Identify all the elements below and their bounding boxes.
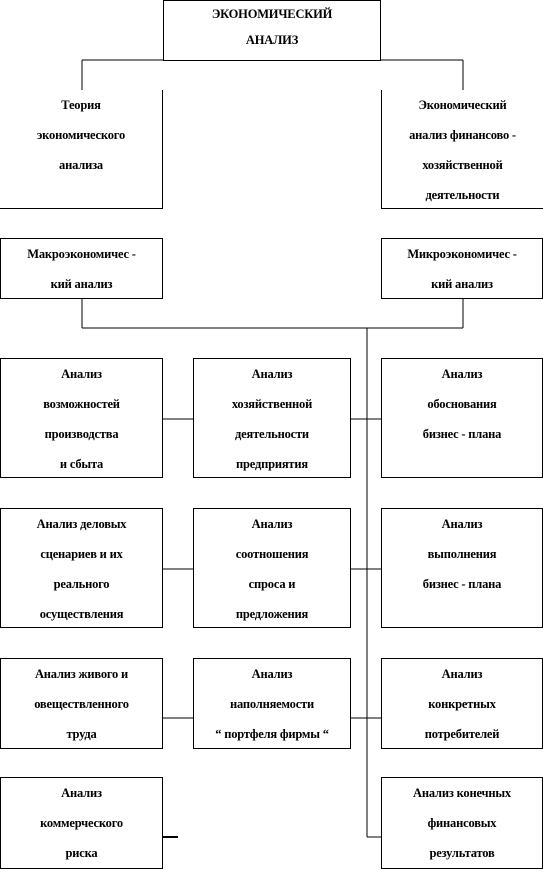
row1-left-line-1: Анализ	[61, 367, 102, 381]
row1-left-line-2: возможностей	[43, 397, 120, 411]
title-line-1: ЭКОНОМИЧЕСКИЙ	[211, 7, 333, 21]
row1-left-line-4: и сбыта	[59, 457, 104, 471]
theory-line-2: экономического	[36, 128, 126, 142]
macro-line-2: кий анализ	[50, 277, 113, 291]
row3-center-line-1: Анализ	[251, 667, 293, 681]
row2-right-line-3: бизнес - плана	[422, 577, 502, 591]
row4-right-line-2: финансовых	[427, 816, 497, 830]
commercial-risk-box	[0, 777, 163, 869]
row3-right-line-1: Анализ	[441, 667, 483, 681]
theory-box	[0, 90, 163, 209]
business-scenarios-box	[0, 508, 163, 628]
row4-left-line-2: коммерческого	[40, 816, 123, 830]
production-sales-box	[0, 358, 163, 478]
row3-center-line-2: наполняемости	[230, 697, 314, 711]
row1-right-line-3: бизнес - плана	[422, 427, 502, 441]
row2-center-line-2: соотношения	[235, 547, 309, 561]
row1-left-line-3: производства	[44, 427, 119, 441]
micro-line-1: Микроэкономичес -	[407, 247, 517, 261]
financial-line-4: деятельности	[425, 188, 500, 202]
row2-center-line-3: спроса и	[248, 577, 296, 591]
row2-center-line-1: Анализ	[251, 517, 293, 531]
row3-center-line-3: “ портфеля фирмы “	[215, 727, 329, 741]
supply-demand-box	[193, 508, 351, 628]
row2-left-line-4: осуществления	[39, 607, 124, 621]
row3-right-line-3: потребителей	[424, 727, 500, 741]
row4-left-line-1: Анализ	[61, 786, 102, 800]
micro-analysis-box	[381, 238, 543, 299]
row2-center-line-4: предложения	[235, 607, 309, 621]
row2-left-line-3: реального	[53, 577, 110, 591]
row2-right-line-2: выполнения	[427, 547, 497, 561]
financial-analysis-box	[381, 90, 543, 209]
row1-right-line-1: Анализ	[441, 367, 483, 381]
row2-right-line-1: Анализ	[441, 517, 483, 531]
row3-left-line-3: труда	[66, 727, 97, 741]
enterprise-activity-box	[193, 358, 351, 478]
financial-line-2: анализ финансово -	[409, 128, 516, 142]
row1-right-line-2: обоснования	[427, 397, 497, 411]
row2-left-line-1: Анализ деловых	[36, 517, 127, 531]
row1-center-line-2: хозяйственной	[231, 397, 313, 411]
business-plan-justification-box	[381, 358, 543, 478]
title-line-2: АНАЛИЗ	[245, 33, 299, 47]
firm-portfolio-box	[193, 658, 351, 749]
business-plan-execution-box	[381, 508, 543, 628]
row2-left-line-2: сценариев и их	[40, 547, 123, 561]
row4-left-line-3: риска	[65, 846, 98, 860]
row1-center-line-1: Анализ	[251, 367, 293, 381]
theory-line-1: Теория	[61, 98, 101, 112]
row3-left-line-1: Анализ живого и	[34, 667, 129, 681]
theory-line-3: анализа	[59, 158, 103, 172]
row1-center-line-3: деятельности	[235, 427, 309, 441]
title-box	[163, 0, 381, 61]
specific-consumers-box	[381, 658, 543, 749]
micro-line-2: кий анализ	[431, 277, 493, 291]
row3-right-line-2: конкретных	[428, 697, 496, 711]
financial-line-1: Экономический	[418, 98, 507, 112]
macro-line-1: Макроэкономичес -	[27, 247, 136, 261]
macro-analysis-box	[0, 238, 163, 299]
row1-center-line-4: предприятия	[236, 457, 308, 471]
labor-analysis-box	[0, 658, 163, 749]
row4-right-line-1: Анализ конечных	[413, 786, 511, 800]
financial-line-3: хозяйственной	[422, 158, 503, 172]
row3-left-line-2: овеществленного	[34, 697, 129, 711]
financial-results-box	[381, 777, 543, 869]
row4-right-line-3: результатов	[429, 846, 495, 860]
